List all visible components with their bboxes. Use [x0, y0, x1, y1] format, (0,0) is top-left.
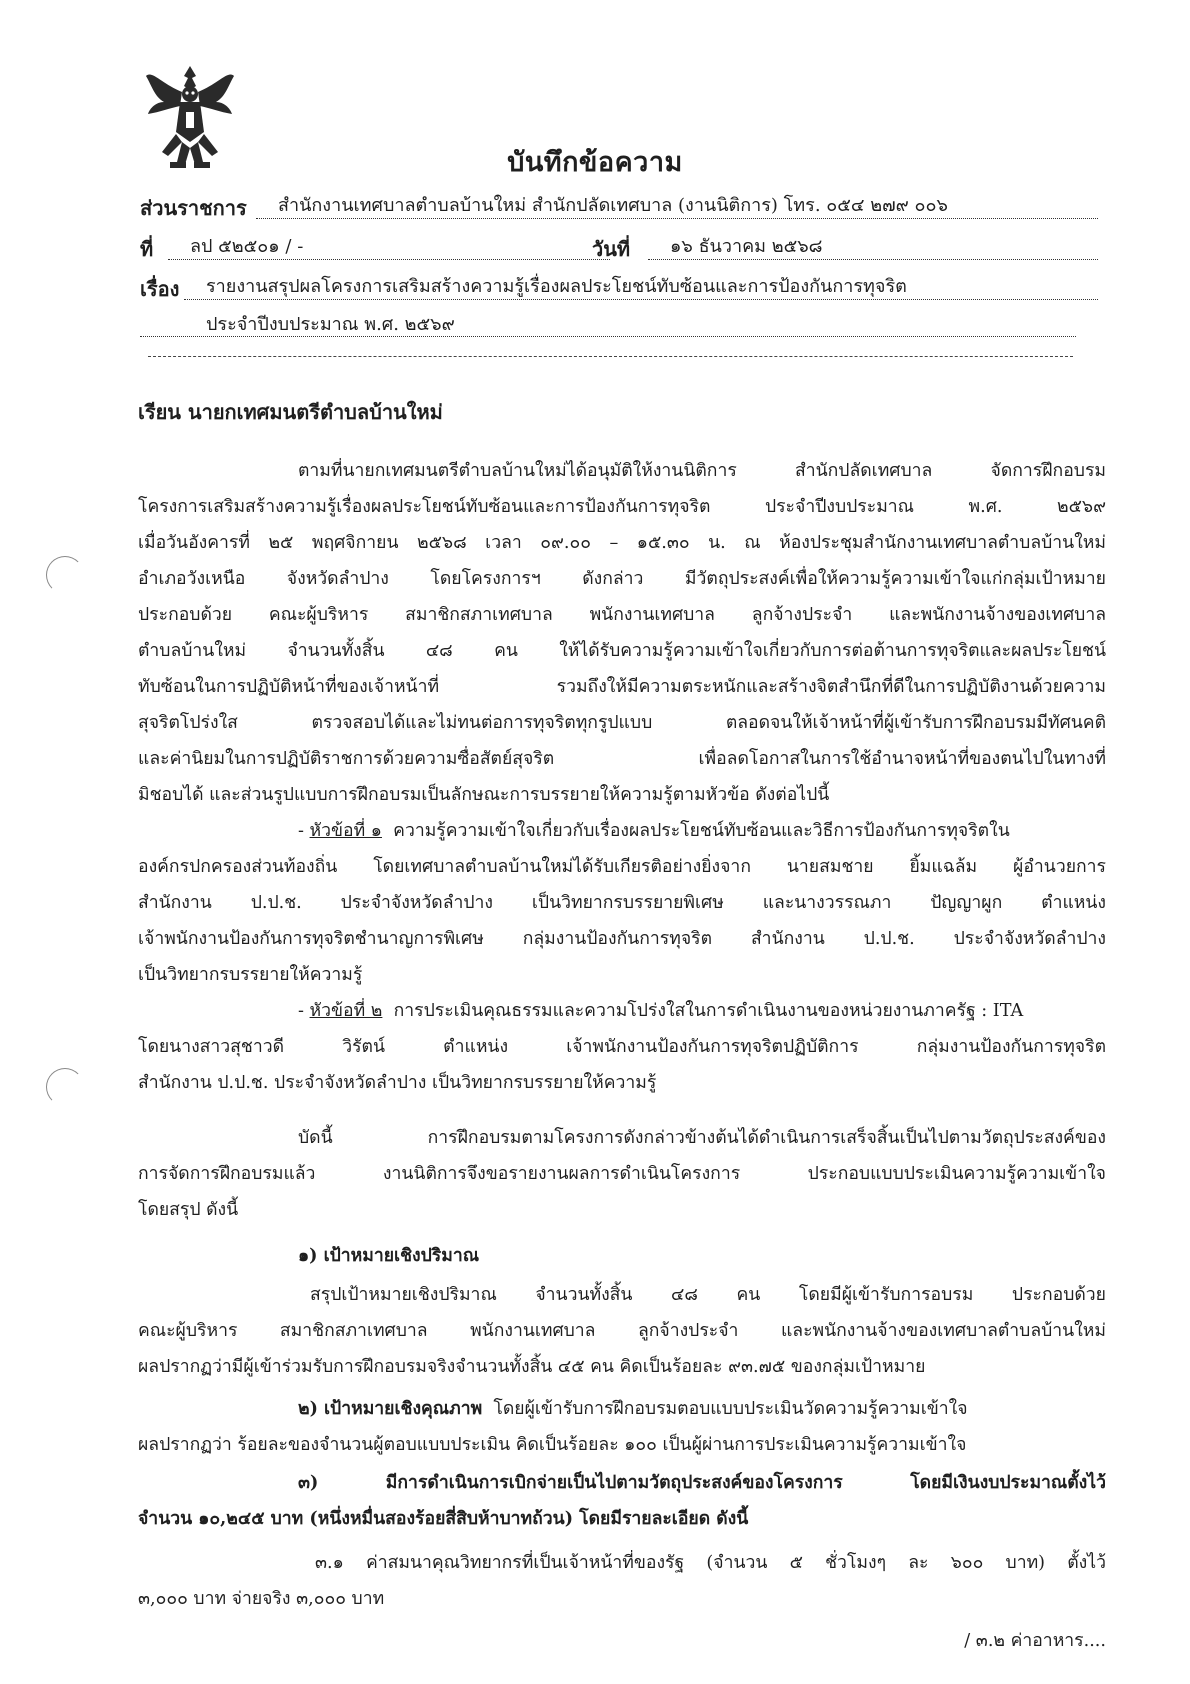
body-line: ๓,๐๐๐ บาท จ่ายจริง ๓,๐๐๐ บาท [138, 1589, 385, 1609]
body-line: องค์กรปกครองส่วนท้องถิ่น โดยเทศบาลตำบลบ้านใหม่ได้รับเกียรติอย่างยิ่งจาก นายสมชาย ยิ้มแฉล้ม ผู้อำนวยการ [138, 857, 1106, 877]
ref-value: ลป ๕๒๕๐๑ / - [168, 235, 610, 260]
memo-title: บันทึกข้อความ [507, 147, 683, 178]
topic-2-label: หัวข้อที่ ๒ [309, 1001, 383, 1021]
topic-1-line [298, 813, 1106, 849]
topic-1-label: หัวข้อที่ ๑ [309, 821, 382, 841]
body-line: เจ้าพนักงานป้องกันการทุจริตชำนาญการพิเศษ กลุ่มงานป้องกันการทุจริต สำนักงาน ป.ป.ช. ประจำจังหวัดลำปาง [138, 929, 1106, 949]
body-line: สรุปเป้าหมายเชิงปริมาณ จำนวนทั้งสิ้น ๔๘ คน โดยมีผู้เข้ารับการอบรม ประกอบด้วย [310, 1285, 1106, 1305]
body-line: บัดนี้ การฝึกอบรมตามโครงการดังกล่าวข้างต้นได้ดำเนินการเสร็จสิ้นเป็นไปตามวัตถุประสงค์ของ [298, 1128, 1106, 1148]
body-line: โดยสรุป ดังนี้ [138, 1200, 239, 1220]
section-3-heading: ๓) มีการดำเนินการเบิกจ่ายเป็นไปตามวัตถุประสงค์ของโครงการ โดยมีเงินงบประมาณตั้งไว้ [298, 1472, 1106, 1493]
body-line: เป็นวิทยากรบรรยายให้ความรู้ [138, 965, 363, 985]
subject-line-2: ประจำปีงบประมาณ พ.ศ. ๒๕๖๙ [140, 313, 1076, 337]
body-line: ประกอบด้วย คณะผู้บริหาร สมาชิกสภาเทศบาล พนักงานเทศบาล ลูกจ้างประจำ และพนักงานจ้างของเทศบาล [138, 605, 1106, 625]
body-line: โครงการเสริมสร้างความรู้เรื่องผลประโยชน์ทับซ้อนและการป้องกันการทุจริต ประจำปีงบประมาณ พ.ศ. ๒๕๖๙ [138, 497, 1106, 517]
section-3-heading-2: จำนวน ๑๐,๒๔๕ บาท (หนึ่งหมื่นสองร้อยสี่สิบห้าบาทถ้วน) โดยมีรายละเอียด ดังนี้ [138, 1508, 749, 1529]
topic-2-line [298, 993, 1106, 1029]
body-line: การจัดการฝึกอบรมแล้ว งานนิติการจึงขอรายงานผลการดำเนินโครงการ ประกอบแบบประเมินความรู้ความเข้าใจ [138, 1164, 1106, 1184]
topic-2-prefix: - [298, 1001, 310, 1021]
date-value: ๑๖ ธันวาคม ๒๕๖๘ [648, 235, 1098, 260]
body-line: สำนักงาน ป.ป.ช. ประจำจังหวัดลำปาง เป็นวิทยากรบรรยายพิเศษ และนางวรรณภา ปัญญาผูก ตำแหน่ง [138, 893, 1106, 913]
section-2-text: โดยผู้เข้ารับการฝึกอบรมตอบแบบประเมินวัดความรู้ความเข้าใจ [493, 1399, 968, 1419]
section-2-line [298, 1391, 1106, 1427]
body-line: สุจริตโปร่งใส ตรวจสอบได้และไม่ทนต่อการทุจริตทุกรูปแบบ ตลอดจนให้เจ้าหน้าที่ผู้เข้ารับการฝึกอบรมมีทัศนคติ [138, 713, 1106, 733]
subject-line-1: รายงานสรุปผลโครงการเสริมสร้างความรู้เรื่องผลประโยชน์ทับซ้อนและการป้องกันการทุจริต [184, 275, 1098, 300]
punch-hole-mark [46, 1068, 84, 1106]
subject-label: เรื่อง [140, 277, 180, 301]
agency-value: สำนักงานเทศบาลตำบลบ้านใหม่ สำนักปลัดเทศบาล (งานนิติการ) โทร. ๐๕๔ ๒๗๙ ๐๐๖ [256, 194, 1098, 219]
body-line: ทับซ้อนในการปฏิบัติหน้าที่ของเจ้าหน้าที่ รวมถึงให้มีความตระหนักและสร้างจิตสำนึกที่ดีในการปฏิบัติงานด้วยความ [138, 677, 1106, 697]
agency-label: ส่วนราชการ [140, 196, 247, 220]
body-line: คณะผู้บริหาร สมาชิกสภาเทศบาล พนักงานเทศบาล ลูกจ้างประจำ และพนักงานจ้างของเทศบาลตำบลบ้านใหม่ [138, 1321, 1106, 1341]
salutation: เรียน นายกเทศมนตรีตำบลบ้านใหม่ [138, 400, 443, 424]
topic-1-text: ความรู้ความเข้าใจเกี่ยวกับเรื่องผลประโยชน์ทับซ้อนและวิธีการป้องกันการทุจริตใน [393, 821, 1010, 841]
header-separator [148, 356, 1073, 357]
body-line: ผลปรากฏว่ามีผู้เข้าร่วมรับการฝึกอบรมจริงจำนวนทั้งสิ้น ๔๕ คน คิดเป็นร้อยละ ๙๓.๗๕ ของกลุ่มเป้าหมาย [138, 1357, 926, 1377]
body-line: ตามที่นายกเทศมนตรีตำบลบ้านใหม่ได้อนุมัติให้งานนิติการ สำนักปลัดเทศบาล จัดการฝึกอบรม [298, 461, 1106, 481]
body-line: ๓.๑ ค่าสมนาคุณวิทยากรที่เป็นเจ้าหน้าที่ของรัฐ (จำนวน ๕ ชั่วโมงๆ ละ ๖๐๐ บาท) ตั้งไว้ [315, 1553, 1106, 1573]
topic-1-prefix: - [298, 821, 310, 841]
date-label: วันที่ [592, 237, 631, 261]
body-line: โดยนางสาวสุชาวดี วิรัตน์ ตำแหน่ง เจ้าพนักงานป้องกันการทุจริตปฏิบัติการ กลุ่มงานป้องกันการทุจริต [138, 1037, 1106, 1057]
body-line: และค่านิยมในการปฏิบัติราชการด้วยความซื่อสัตย์สุจริต เพื่อลดโอกาสในการใช้อำนาจหน้าที่ของตนไปในทางที่ [138, 749, 1106, 769]
body-line: ผลปรากฏว่า ร้อยละของจำนวนผู้ตอบแบบประเมิน คิดเป็นร้อยละ ๑๐๐ เป็นผู้ผ่านการประเมินความรู้ความเข้าใจ [138, 1435, 967, 1455]
body-line: ตำบลบ้านใหม่ จำนวนทั้งสิ้น ๔๘ คน ให้ได้รับความรู้ความเข้าใจเกี่ยวกับการต่อต้านการทุจริตและผลประโยชน์ [138, 641, 1106, 661]
body-line: สำนักงาน ป.ป.ช. ประจำจังหวัดลำปาง เป็นวิทยากรบรรยายให้ความรู้ [138, 1073, 657, 1093]
ref-label: ที่ [140, 237, 154, 261]
continuation-note: / ๓.๒ ค่าอาหาร.... [964, 1631, 1106, 1651]
body-line: เมื่อวันอังคารที่ ๒๕ พฤศจิกายน ๒๕๖๘ เวลา ๐๙.๐๐ – ๑๕.๓๐ น. ณ ห้องประชุมสำนักงานเทศบาลตำบลบ้านใหม่ [138, 533, 1106, 553]
body-line: มิชอบได้ และส่วนรูปแบบการฝึกอบรมเป็นลักษณะการบรรยายให้ความรู้ตามหัวข้อ ดังต่อไปนี้ [138, 785, 830, 805]
body-line: อำเภอวังเหนือ จังหวัดลำปาง โดยโครงการฯ ดังกล่าว มีวัตถุประสงค์เพื่อให้ความรู้ความเข้าใจแก่กลุ่มเป้าหมาย [138, 569, 1106, 589]
topic-2-text: การประเมินคุณธรรมและความโปร่งใสในการดำเนินงานของหน่วยงานภาครัฐ : ITA [393, 1001, 1024, 1021]
section-2-heading: ๒) เป้าหมายเชิงคุณภาพ [298, 1398, 483, 1419]
punch-hole-mark [46, 556, 84, 594]
section-1-heading: ๑) เป้าหมายเชิงปริมาณ [298, 1245, 480, 1266]
